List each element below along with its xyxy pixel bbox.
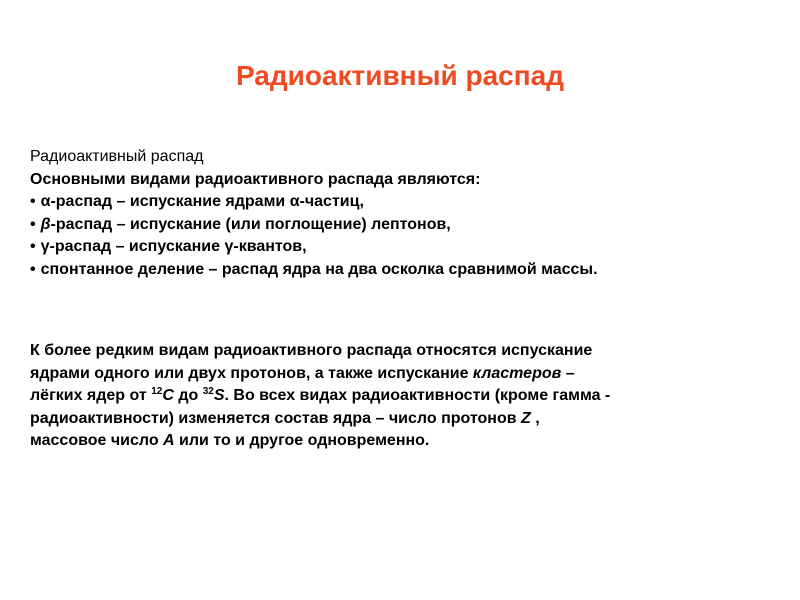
mass-number-symbol: A	[163, 432, 175, 450]
text-fragment: ,	[530, 409, 540, 427]
list-item-fission	[30, 259, 770, 282]
list-item-beta	[30, 214, 770, 237]
paragraph-line-4	[30, 408, 775, 431]
paragraph-line-3	[30, 385, 775, 408]
text-fragment: радиоактивности) изменяется состав ядра – число протонов	[30, 409, 521, 427]
text-fragment: . Во всех видах радиоактивности (кроме гамма -	[224, 387, 611, 405]
beta-symbol: β	[40, 215, 51, 233]
carbon-symbol: C	[162, 387, 174, 405]
mass-number-sulfur: 32	[202, 386, 214, 398]
mass-number-carbon: 12	[151, 386, 163, 398]
sulfur-symbol: S	[213, 387, 225, 405]
clusters-term: кластеров	[472, 364, 562, 382]
slide-title: Радиоактивный распад	[235, 60, 564, 91]
intro-line: Основными видами радиоактивного распада являются:	[30, 170, 481, 188]
list-item-text: -распад – испускание γ-квантов,	[49, 238, 307, 256]
bullet-icon: •	[30, 215, 36, 233]
bullet-icon: •	[30, 238, 36, 256]
list-item-text: -распад – испускание ядрами α-частиц,	[50, 193, 364, 211]
text-fragment: лёгких ядер от	[30, 387, 152, 405]
text-fragment: –	[561, 364, 575, 382]
paragraph-line-5	[30, 430, 775, 453]
list-item-gamma	[30, 236, 770, 259]
text-fragment: до	[173, 387, 203, 405]
text-fragment: массовое число	[30, 432, 164, 450]
types-of-decay-section	[30, 146, 770, 282]
text-fragment: ядрами одного или двух протонов, а также испускание	[30, 364, 473, 382]
proton-number-symbol: Z	[521, 409, 531, 427]
paragraph-line-2	[30, 363, 775, 386]
list-item-alpha	[30, 191, 770, 214]
rare-decay-paragraph	[30, 340, 775, 453]
bullet-icon: •	[30, 193, 36, 211]
bullet-icon: •	[30, 260, 36, 278]
section-heading: Радиоактивный распад	[30, 148, 204, 165]
list-item-text: спонтанное деление – распад ядра на два осколка сравнимой массы.	[40, 260, 598, 278]
alpha-symbol: α	[40, 193, 51, 211]
text-fragment: или то и другое одновременно.	[174, 432, 430, 450]
list-item-text: -распад – испускание (или поглощение) лептонов,	[50, 215, 451, 233]
gamma-symbol: γ	[40, 238, 50, 256]
paragraph-line-1: К более редким видам радиоактивного распада относятся испускание	[30, 342, 593, 359]
